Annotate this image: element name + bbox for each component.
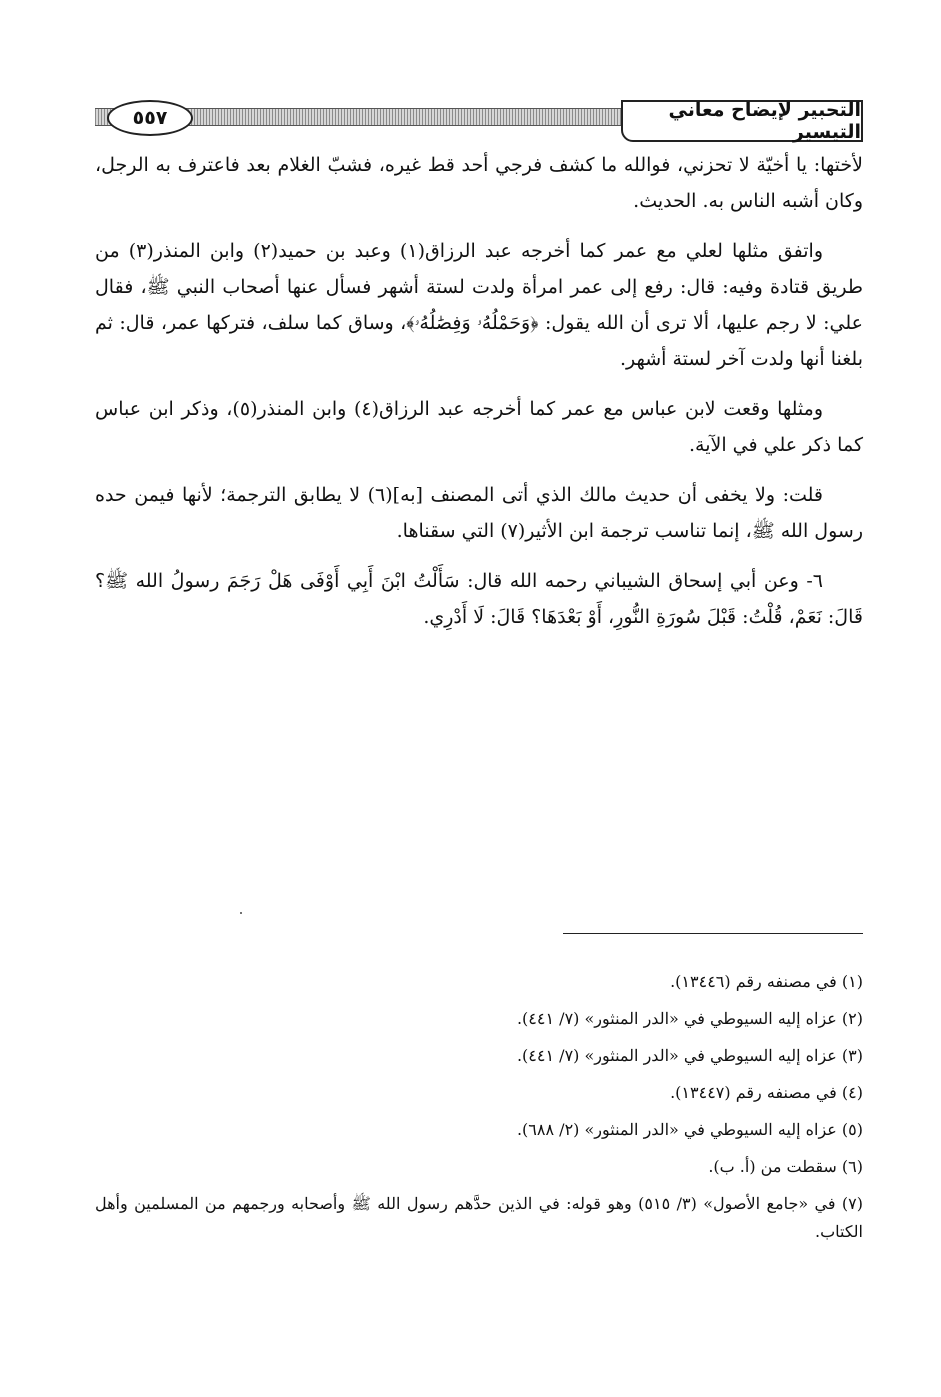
footnote-separator: [563, 933, 863, 934]
footnote: (١) في مصنفه رقم (١٣٤٤٦).: [670, 972, 863, 991]
book-title: التحبير لإيضاح معاني التيسير: [621, 100, 863, 142]
scan-speck: [240, 912, 242, 914]
footnote: (٢) عزاه إليه السيوطي في «الدر المنثور» (٧/ ٤٤١).: [516, 1009, 863, 1028]
paragraph: ومثلها وقعت لابن عباس مع عمر كما أخرجه عبد الرزاق(٤) وابن المنذر(٥)، وذكر ابن عباس كما ذكر علي في الآية.: [95, 398, 863, 456]
footnote: (٣) عزاه إليه السيوطي في «الدر المنثور» (٧/ ٤٤١).: [516, 1046, 863, 1065]
footnote: (٦) سقطت من (أ. ب).: [708, 1157, 863, 1176]
paragraph: قلت: ولا يخفى أن حديث مالك الذي أتى المصنف [به](٦) لا يطابق الترجمة؛ لأنها فيمن حده رسول الله ﷺ، إنما تناسب ترجمة ابن الأثير(٧) التي سقناها.: [95, 484, 863, 542]
main-text: [95, 147, 863, 649]
footnote: (٧) في «جامع الأصول» (٣/ ٥١٥) وهو قوله: في الذين حدَّهم رسول الله ﷺ وأصحابه ورجمهم من المسلمين وأهل الكتاب.: [95, 1194, 863, 1241]
paragraph: واتفق مثلها لعلي مع عمر كما أخرجه عبد الرزاق(١) وعبد بن حميد(٢) وابن المنذر(٣) من طريق قتادة وفيه: قال: رفع إلى عمر امرأة ولدت لستة أشهر فسأل عنها أصحاب النبي ﷺ، فقال علي: لا رجم عليها، ألا ترى أن الله يقول: ﴿وَحَمْلُهُۥ وَفِصَٰلُهُۥ﴾، وساق كما سلف، فتركها عمر، قال: ثم بلغنا أنها ولدت آخر لستة أشهر.: [95, 240, 863, 370]
paragraph: لأختها: يا أخيّة لا تحزني، فوالله ما كشف فرجي أحد قط غيره، فشبّ الغلام بعد فاعترف به الرجل، وكان أشبه الناس به. الحديث.: [95, 154, 863, 212]
footnotes: [95, 968, 863, 1255]
hadith-paragraph: ٦- وعن أبي إسحاق الشيباني رحمه الله قال: سَأَلْتُ ابْنَ أَبِي أَوْفَى هَلْ رَجَمَ رسولُ الله ﷺ؟ قَالَ: نَعَمْ، قُلْتُ: قَبْلَ سُورَةِ النُّورِ، أَوْ بَعْدَهَا؟ قَالَ: لَا أَدْرِي.: [95, 570, 863, 628]
footnote: (٥) عزاه إليه السيوطي في «الدر المنثور» (٢/ ٦٨٨).: [516, 1120, 863, 1139]
page-number: ٥٥٧: [107, 100, 193, 136]
page-header: [95, 100, 863, 144]
footnote: (٤) في مصنفه رقم (١٣٤٤٧).: [670, 1083, 863, 1102]
